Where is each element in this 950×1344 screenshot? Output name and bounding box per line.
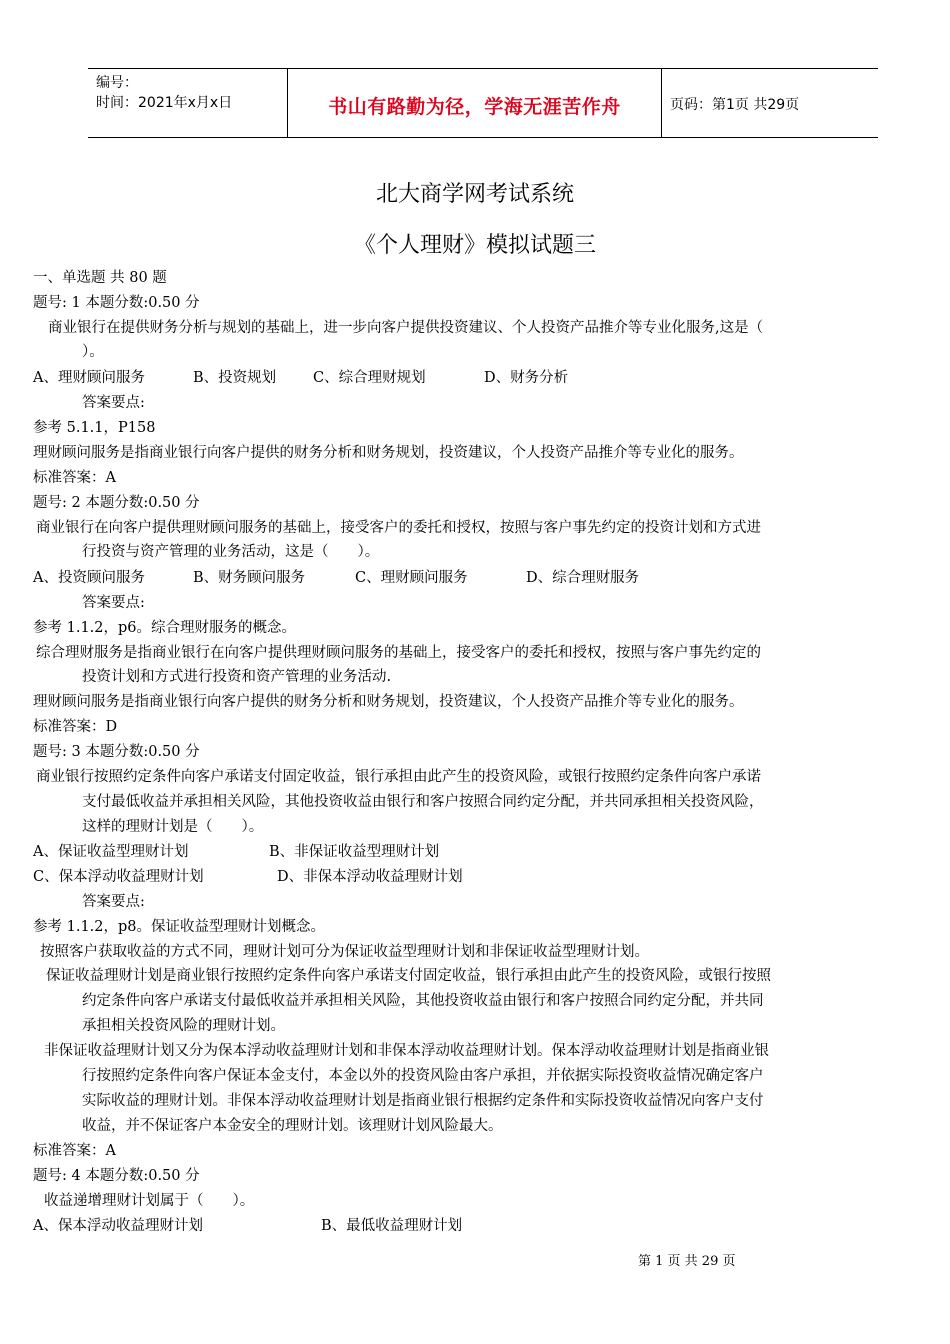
q2-key-label: 答案要点: <box>82 595 145 611</box>
header-page-cell <box>662 69 878 137</box>
header-meta-cell <box>88 69 287 137</box>
q4-option-b: B、最低收益理财计划 <box>321 1218 463 1234</box>
q3-explanation-3: 非保证收益理财计划又分为保本浮动收益理财计划和非保本浮动收益理财计划。保本浮动收益理财计划是指商业银 <box>44 1043 769 1059</box>
q2-reference: 参考 1.1.2，p6。综合理财服务的概念。 <box>33 620 297 636</box>
q4-number: 题号: 4 本题分数:0.50 分 <box>33 1168 200 1184</box>
q1-reference: 参考 5.1.1，P158 <box>33 420 156 436</box>
q3-explanation-2: 保证收益理财计划是商业银行按照约定条件向客户承诺支付固定收益，银行承担由此产生的投资风险，或银行按照 <box>46 968 771 984</box>
q4-option-a: A、保本浮动收益理财计划 <box>33 1218 203 1234</box>
q2-option-a: A、投资顾问服务 <box>33 570 145 586</box>
q3-stem-cont: 支付最低收益并承担相关风险，其他投资收益由银行和客户按照合同约定分配，并共同承担相关投资风险， <box>82 794 764 810</box>
q1-option-a: A、理财顾问服务 <box>33 370 145 386</box>
q3-answer: 标准答案：A <box>33 1143 116 1159</box>
q3-explanation: 按照客户获取收益的方式不同，理财计划可分为保证收益型理财计划和非保证收益型理财计划。 <box>40 944 649 960</box>
q2-stem-cont: 行投资与资产管理的业务活动，这是（ ）。 <box>82 544 380 560</box>
q2-option-b: B、财务顾问服务 <box>193 570 306 586</box>
header-motto: 书山有路勤为径，学海无涯苦作舟 <box>328 96 621 118</box>
q3-option-b: B、非保证收益型理财计划 <box>269 844 440 860</box>
q3-key-label: 答案要点: <box>82 894 145 910</box>
q3-option-c: C、保本浮动收益理财计划 <box>33 869 204 885</box>
q1-answer: 标准答案：A <box>33 470 116 486</box>
q3-number: 题号: 3 本题分数:0.50 分 <box>33 744 200 760</box>
q1-key-label: 答案要点: <box>82 395 145 411</box>
q2-explanation: 综合理财服务是指商业银行在向客户提供理财顾问服务的基础上，接受客户的委托和授权，按照与客户事先约定的 <box>36 645 761 661</box>
q3-explanation-3-cont-b: 实际收益的理财计划。非保本浮动收益理财计划是指商业银行根据约定条件和实际投资收益情况向客户支付 <box>82 1093 764 1109</box>
q3-reference: 参考 1.1.2，p8。保证收益型理财计划概念。 <box>33 919 326 935</box>
q1-stem: 商业银行在提供财务分析与规划的基础上，进一步向客户提供投资建议、个人投资产品推介等专业化服务,这是（ <box>48 320 764 336</box>
q4-stem: 收益递增理财计划属于（ ）。 <box>44 1193 255 1209</box>
q1-option-b: B、投资规划 <box>193 370 277 386</box>
q2-explanation-2: 理财顾问服务是指商业银行向客户提供的财务分析和财务规划，投资建议，个人投资产品推介等专业化的服务。 <box>33 694 744 710</box>
q3-explanation-3-cont: 行按照约定条件向客户保证本金支付，本金以外的投资风险由客户承担，并依据实际投资收益情况确定客户 <box>82 1068 764 1084</box>
q1-explanation: 理财顾问服务是指商业银行向客户提供的财务分析和财务规划，投资建议，个人投资产品推介等专业化的服务。 <box>33 445 744 461</box>
doc-subtitle: 《个人理财》模拟试题三 <box>353 233 596 258</box>
q3-explanation-2-cont: 约定条件向客户承诺支付最低收益并承担相关风险，其他投资收益由银行和客户按照合同约定分配，并共同 <box>82 993 764 1009</box>
q1-number: 题号: 1 本题分数:0.50 分 <box>33 295 200 311</box>
q3-option-a: A、保证收益型理财计划 <box>33 844 189 860</box>
q1-option-c: C、综合理财规划 <box>313 370 426 386</box>
q2-stem: 商业银行在向客户提供理财顾问服务的基础上，接受客户的委托和授权，按照与客户事先约定的投资计划和方式进 <box>36 520 761 536</box>
q3-stem: 商业银行按照约定条件向客户承诺支付固定收益，银行承担由此产生的投资风险，或银行按照约定条件向客户承诺 <box>36 769 761 785</box>
header-page-info: 页码：第1页 共29页 <box>670 97 800 113</box>
q2-option-c: C、理财顾问服务 <box>355 570 468 586</box>
q1-stem-cont: ）。 <box>82 344 104 360</box>
q1-option-d: D、财务分析 <box>484 370 569 386</box>
doc-time-label: 时间：2021年x月x日 <box>96 95 233 111</box>
q3-explanation-2-cont-b: 承担相关投资风险的理财计划。 <box>82 1018 285 1034</box>
q3-explanation-3-cont-c: 收益，并不保证客户本金安全的理财计划。该理财计划风险最大。 <box>82 1118 503 1134</box>
page-header <box>88 68 878 138</box>
doc-title: 北大商学网考试系统 <box>375 182 574 207</box>
q2-number: 题号: 2 本题分数:0.50 分 <box>33 495 200 511</box>
q2-option-d: D、综合理财服务 <box>526 570 640 586</box>
q3-stem-cont-2: 这样的理财计划是（ ）。 <box>82 819 264 835</box>
q3-option-d: D、非保本浮动收益理财计划 <box>277 869 463 885</box>
q2-explanation-cont: 投资计划和方式进行投资和资产管理的业务活动. <box>82 669 392 685</box>
page-footer: 第 1 页 共 29 页 <box>638 1254 736 1269</box>
header-motto-cell <box>287 69 662 137</box>
doc-number-label: 编号： <box>96 75 138 91</box>
section-heading: 一、单选题 共 80 题 <box>33 270 167 286</box>
q2-answer: 标准答案：D <box>33 719 118 735</box>
